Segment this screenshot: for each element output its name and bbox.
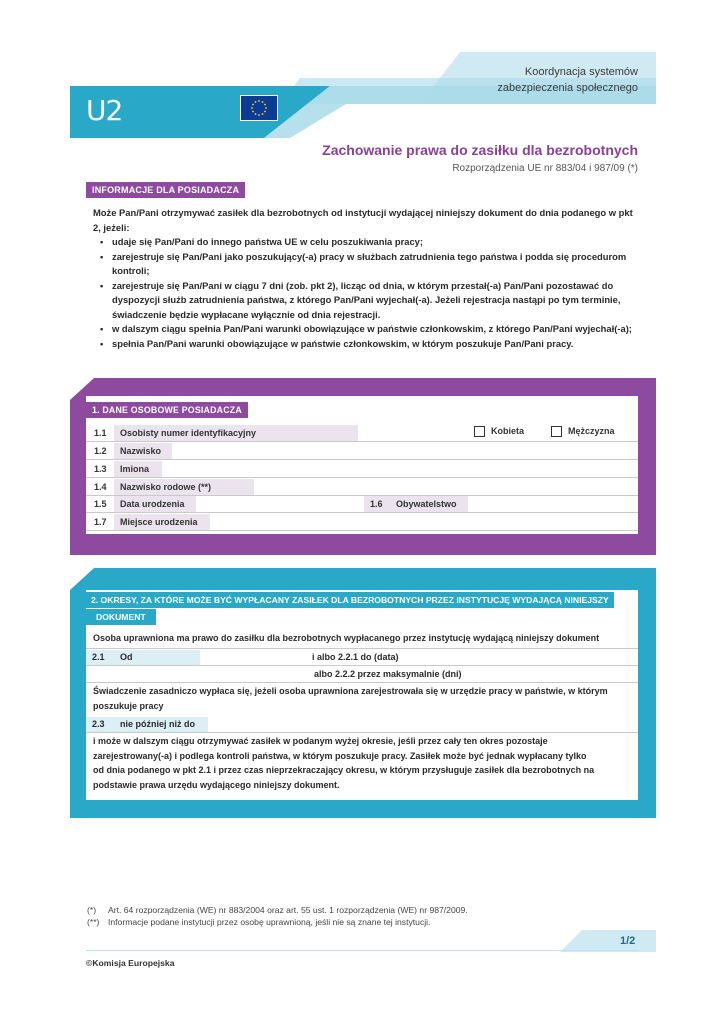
list-item: • zarejestruje się Pan/Pani jako poszukujący(-a) pracy w służbach zatrudnienia tego państwa i podda się procedurom kontroli;: [100, 250, 638, 279]
page-number: 1/2: [620, 935, 636, 947]
section2-paragraph-2: Świadczenie zasadniczo wypłaca się, jeżeli osoba uprawniona zarejestrowała się w urzędzie pracy w państwie, w którym poszukuje pracy: [93, 686, 608, 711]
field-number: 2.1: [86, 650, 114, 665]
footnote-text: Informacje podane instytucji przez osobę uprawnioną, jeśli nie są znane tej instytucji.: [108, 917, 431, 927]
field-label: nie później niż do: [114, 717, 208, 732]
field-row-1-5[interactable]: [86, 496, 638, 513]
footnote-mark: (**): [87, 917, 100, 927]
field-label: Od: [114, 650, 200, 665]
field-row-2-3[interactable]: [86, 716, 638, 733]
paragraph-line: i może w dalszym ciągu otrzymywać zasiłek w podanym wyżej okresie, jeśli przez cały ten okres pozostaje: [93, 736, 548, 746]
field-label: Imiona: [114, 461, 162, 477]
page-tab: [560, 930, 656, 952]
field-label: albo 2.2.2 przez maksymalnie (dni): [314, 669, 462, 679]
field-number: 1.7: [94, 517, 107, 527]
paragraph-line: od dnia podanego w pkt 2.1 i przez czas nieprzekraczający okresu, w którym przysługuje zasiłek dla bezrobotnych na: [93, 765, 595, 775]
list-item: • zarejestruje się Pan/Pani w ciągu 7 dni (zob. pkt 2), licząc od dnia, w którym przestał(-a) Pan/Pani pozostawać do dyspozycji służb zatrudnienia państwa, z którego Pan/Pani wyjechał(-a). Jeżeli rejestracja nastąpi po tym terminie, świadczenie będzie wypłacane wyłącznie od dnia rejestracji.: [100, 279, 638, 323]
footnote: [87, 916, 468, 928]
document-title: Zachowanie prawa do zasiłku dla bezrobotnych: [322, 142, 638, 158]
field-label: i albo 2.2.1 do (data): [312, 652, 399, 662]
field-label: Obywatelstwo: [390, 496, 468, 512]
field-label: Nazwisko rodowe (**): [114, 479, 254, 495]
field-label: Data urodzenia: [114, 496, 196, 512]
section2-tag-line2: DOKUMENT: [86, 609, 156, 625]
info-section-tag: INFORMACJE DLA POSIADACZA: [86, 182, 245, 198]
form-code: U2: [86, 94, 123, 127]
paragraph-line: zarejestrowany(-a) i podlega kontroli państwa, w którym poszukuje pracy. Zasiłek może być jednak wypłacany tylko: [93, 750, 587, 761]
footnote-text: Art. 64 rozporządzenia (WE) nr 883/2004 oraz art. 55 ust. 1 rozporządzenia (WE) nr 987/2009.: [108, 905, 468, 915]
document-subtitle: Rozporządzenia UE nr 883/04 i 987/09 (*): [452, 163, 638, 174]
field-number: 1.2: [94, 446, 107, 456]
checkbox-female[interactable]: [474, 426, 524, 437]
eu-flag-icon: [240, 95, 278, 121]
checkbox-male[interactable]: [551, 426, 615, 437]
checkbox-icon[interactable]: [474, 426, 485, 437]
info-intro: Może Pan/Pani otrzymywać zasiłek dla bezrobotnych od instytucji wydającej niniejszy dokument do dnia podanego w pkt 2, jeżeli:: [93, 207, 633, 233]
field-row-1-3[interactable]: [86, 461, 638, 478]
field-number: 1.4: [94, 482, 107, 492]
field-row-2-2-2[interactable]: [86, 666, 638, 683]
checkbox-icon[interactable]: [551, 426, 562, 437]
checkbox-label: Mężczyzna: [568, 426, 615, 436]
field-number: 2.3: [86, 717, 114, 732]
list-item: • udaje się Pan/Pani do innego państwa UE w celu poszukiwania pracy;: [100, 235, 638, 250]
field-row-1-7[interactable]: [86, 514, 638, 531]
field-row-2-1[interactable]: [86, 649, 638, 666]
list-item: • spełnia Pan/Pani warunki obowiązujące w państwie członkowskim, w którym poszukuje Pan/Pani pracy.: [100, 337, 638, 352]
section2-tag-line1: 2. OKRESY, ZA KTÓRE MOŻE BYĆ WYPŁACANY ZASIŁEK DLA BEZROBOTNYCH PRZEZ INSTYTUCJĘ WYDAJĄCĄ NINIEJSZY: [86, 592, 614, 608]
field-number: 1.6: [364, 496, 390, 512]
footer-divider: [86, 950, 638, 951]
section2-intro: Osoba uprawniona ma prawo do zasiłku dla bezrobotnych wypłacanego przez instytucję wydającą niniejszy dokument: [86, 631, 638, 649]
paragraph-line: podstawie prawa urzędu wydającego niniejszy dokument.: [93, 779, 340, 790]
org-line-1: Koordynacja systemów: [524, 66, 638, 78]
org-line-2: zabezpieczenia społecznego: [497, 82, 638, 94]
field-row-1-2[interactable]: [86, 443, 638, 460]
footnote: [87, 904, 468, 916]
checkbox-label: Kobieta: [491, 426, 525, 436]
field-number: 1.1: [94, 428, 107, 438]
list-item: • w dalszym ciągu spełnia Pan/Pani warunki obowiązujące w państwie członkowskim, z którego Pan/Pani wyjechał(-a);: [100, 322, 638, 337]
field-row-1-4[interactable]: [86, 479, 638, 496]
field-label: Nazwisko: [114, 443, 172, 459]
field-number: 1.5: [94, 499, 107, 509]
field-label: Miejsce urodzenia: [114, 514, 210, 530]
org-name: [497, 64, 638, 96]
footnotes: [87, 904, 468, 928]
copyright: ©Komisja Europejska: [86, 958, 175, 968]
footnote-mark: (*): [87, 905, 97, 915]
field-label: Osobisty numer identyfikacyjny: [114, 425, 358, 441]
field-number: 1.3: [94, 464, 107, 474]
section2-paragraph-3: [93, 734, 633, 792]
info-bullets: [100, 235, 638, 351]
section1-tag: 1. DANE OSOBOWE POSIADACZA: [86, 402, 248, 418]
